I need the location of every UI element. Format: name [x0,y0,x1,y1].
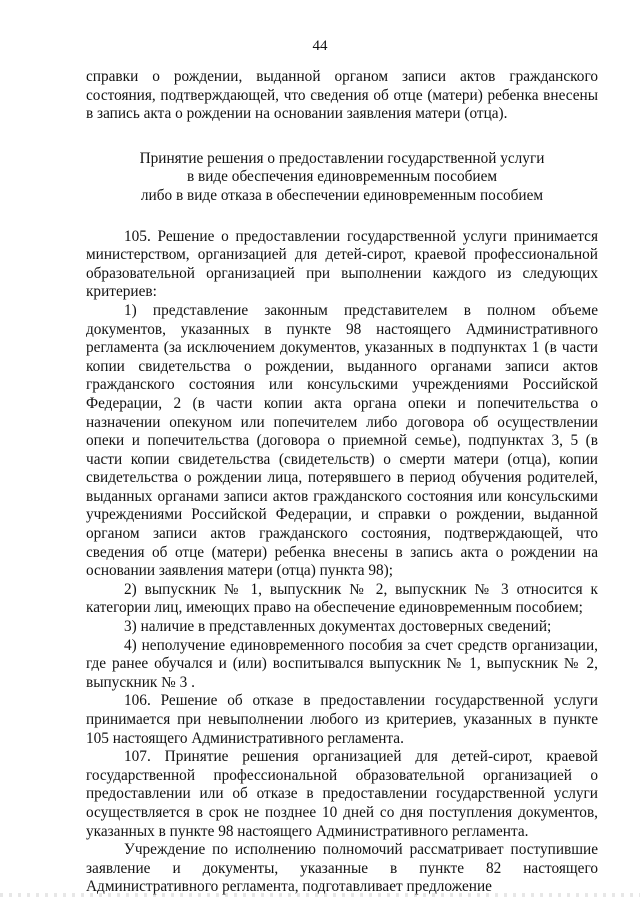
paragraph-105: 105. Решение о предоставлении государственной услуги принимается министерством, организацией для детей-сирот, краевой профессиональной образовательной организацией при выполнении каждого из следующих критериев: [86,227,598,301]
paragraph-106: 106. Решение об отказе в предоставлении государственной услуги принимается при невыполнении любого из критериев, указанных в пункте 105 настоящего Административного регламента. [86,692,598,747]
document-body [86,68,598,897]
heading-line-1: Принятие решения о предоставлении государственной услуги [139,149,545,167]
paragraph-107: 107. Принятие решения организацией для детей-сирот, краевой государственной профессиональной образовательной организацией о предоставлении или об отказе в предоставлении государственной услуги осуществляется в срок не позднее 10 дней со дня поступления документов, указанных в пункте 98 настоящего Административного регламента. [86,748,598,840]
heading-line-2: в виде обеспечения единовременным пособием [186,168,498,186]
criterion-4: 4) неполучение единовременного пособия за счет средств организации, где ранее обучался и (или) воспитывался выпускник № 1, выпускник № 2, выпускник № 3 . [86,636,598,691]
criterion-1: 1) представление законным представителем в полном объеме документов, указанных в пункте 98 настоящего Административного регламента (за исключением документов, указанных в подпунктах 1 (в части копии свидетельства о рождении, выданного органами записи актов гражданского состояния или консульскими учреждениями Российской Федерации, 2 (в части копии акта органа опеки и попечительства о назначении опекуном или попечителем либо договора об осуществлении опеки и попечительства (договора о приемной семье), подпунктах 3, 5 (в части копии свидетельства (свидетельств) о смерти матери (отца), копии свидетельства о рождении лица, потерявшего в период обучения родителей, выданных органами записи актов гражданского состояния или консульскими учреждениями Российской Федерации, и справки о рождении, выданной органом записи актов гражданского состояния, подтверждающей, что сведения об отце (матери) ребенка внесены в запись акта о рождении на основании заявления матери (отца) пункта 98); [86,301,598,580]
paragraph-institution: Учреждение по исполнению полномочий рассматривает поступившие заявление и документы, указанные в пункте 82 настоящего Административного регламента, подготавливает предложение [86,841,598,896]
scan-artifact-line [0,893,640,897]
criterion-2: 2) выпускник № 1, выпускник № 2, выпускник № 3 относится к категории лиц, имеющих право на обеспечение единовременным пособием; [86,580,598,617]
intro-paragraph: справки о рождении, выданной органом записи актов гражданского состояния, подтверждающей, что сведения об отце (матери) ребенка внесены в запись акта о рождении на основании заявления матери (отца). [86,68,598,123]
page-number: 44 [312,38,328,54]
section-heading [86,150,598,206]
heading-line-3: либо в виде отказа в обеспечении единовременным пособием [140,186,544,204]
criterion-3: 3) наличие в представленных документах достоверных сведений; [124,618,552,636]
